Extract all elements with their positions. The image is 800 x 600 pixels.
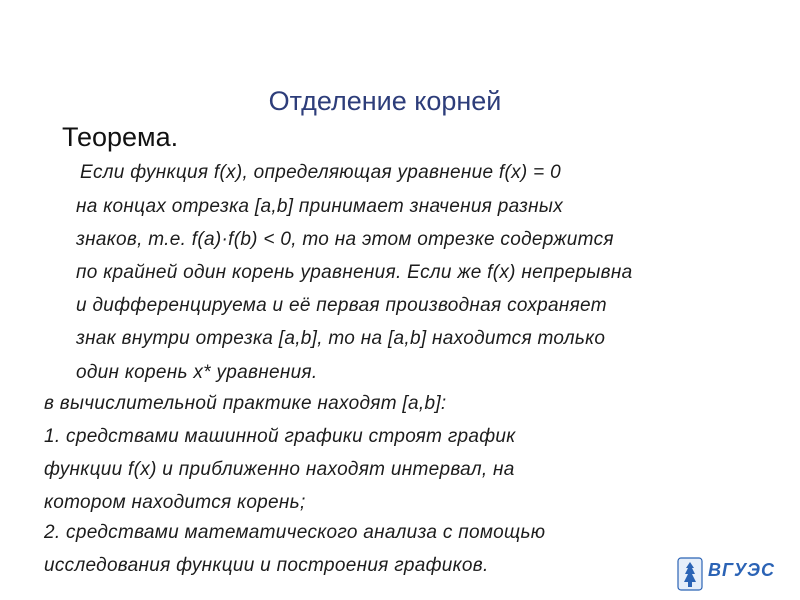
theorem-line-3: знаков, т.е. f(a)·f(b) < 0, то на этом отрезке содержится [76, 229, 614, 250]
practice-line-3: функции f(x) и приближенно находят интервал, на [44, 459, 515, 480]
theorem-heading: Теорема. [62, 122, 179, 152]
theorem-line-2: на концах отрезка [a,b] принимает значения разных [76, 196, 563, 217]
theorem-line-4: по крайней один корень уравнения. Если же f(x) непрерывна [76, 262, 633, 283]
practice-line-6: исследования функции и построения графиков. [44, 555, 489, 576]
theorem-line-7: один корень x* уравнения. [76, 362, 318, 383]
practice-line-2: 1. средствами машинной графики строят график [44, 426, 516, 447]
theorem-line-1: Если функция f(x), определяющая уравнение f(x) = 0 [80, 162, 561, 183]
logo-text: ВГУЭС [708, 560, 775, 580]
slide-title: Отделение корней [268, 86, 502, 116]
theorem-line-5: и дифференцируема и её первая производная сохраняет [76, 295, 607, 316]
practice-line-1: в вычислительной практике находят [a,b]: [44, 393, 447, 414]
theorem-line-6: знак внутри отрезка [a,b], то на [a,b] находится только [76, 328, 606, 349]
practice-line-5: 2. средствами математического анализа с помощью [44, 522, 546, 543]
practice-line-4: котором находится корень; [44, 492, 306, 513]
